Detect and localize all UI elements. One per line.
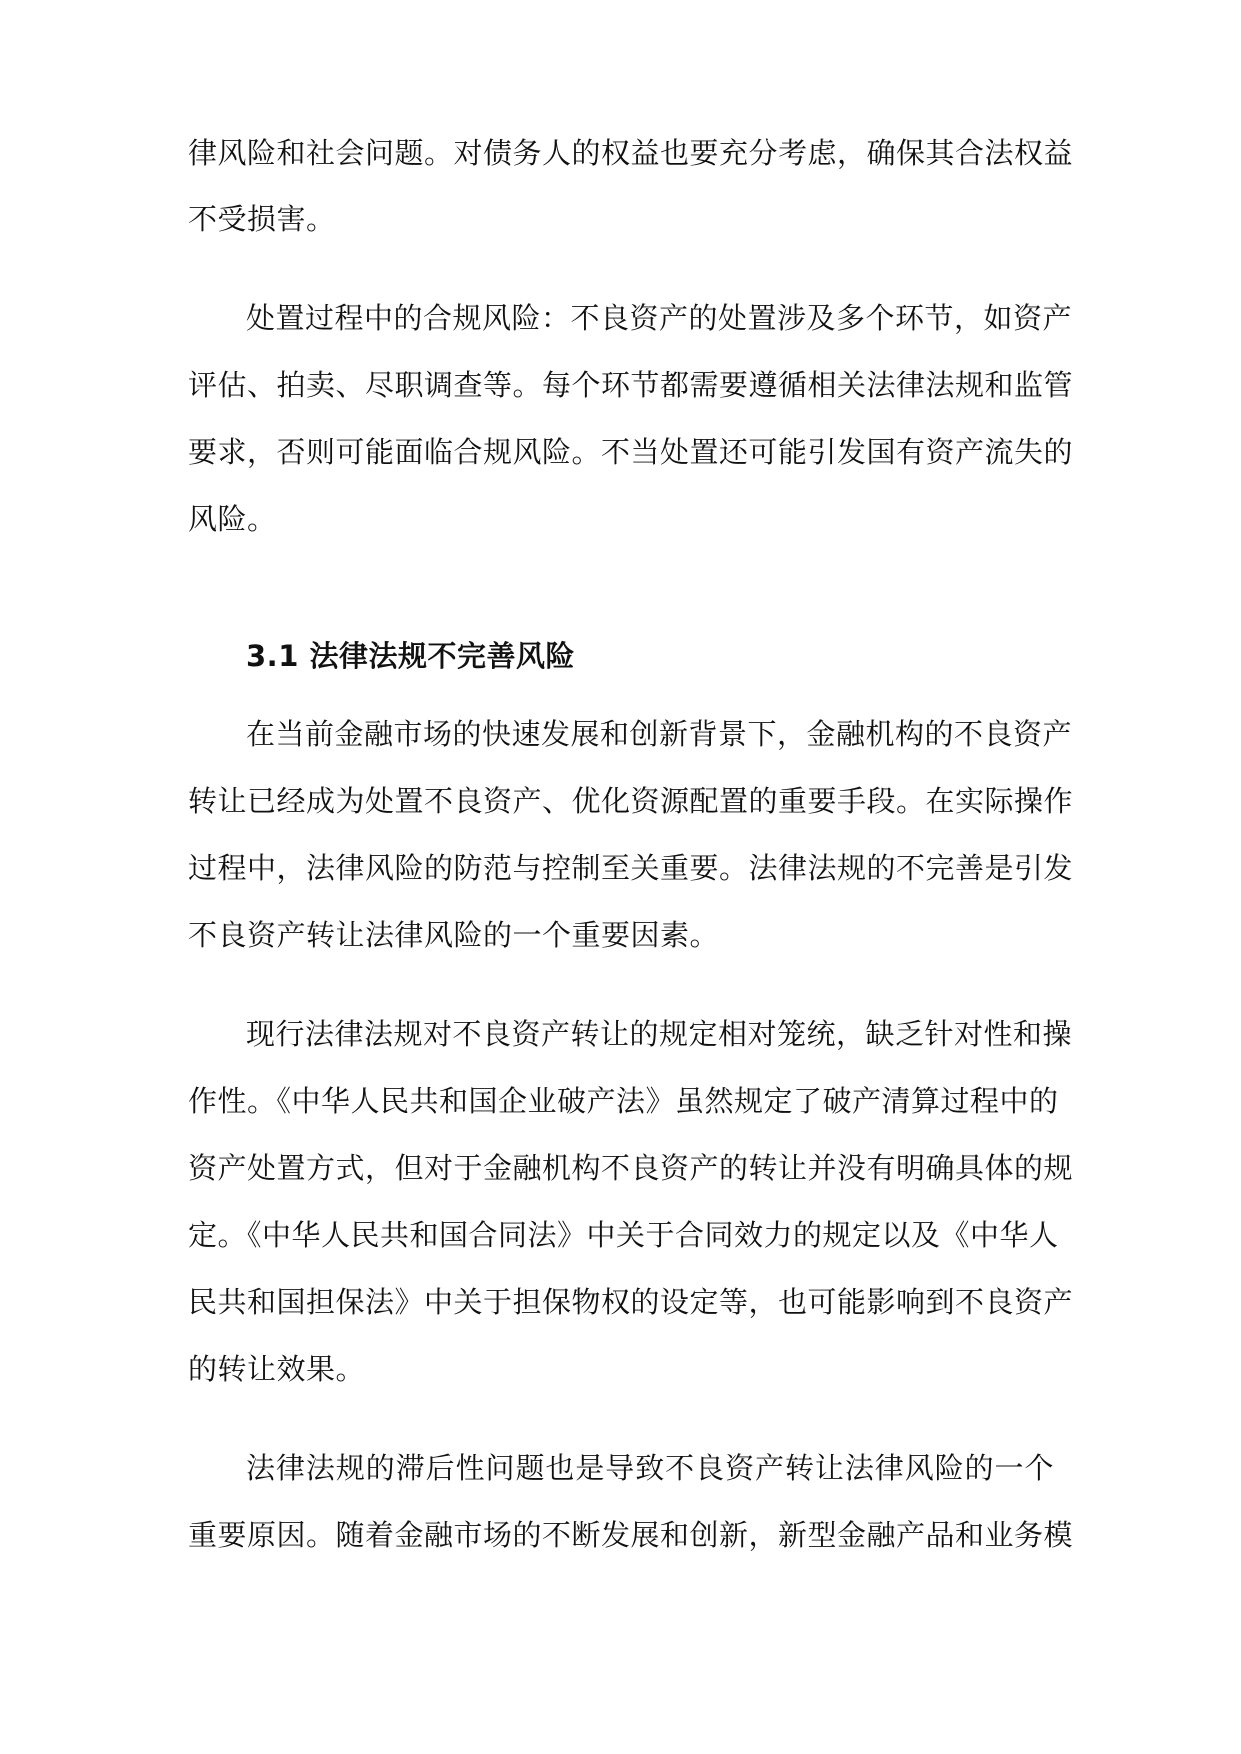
paragraph-4-line-4: 定。《中华人民共和国合同法》中关于合同效力的规定以及《中华人 <box>188 1218 1059 1252</box>
paragraph-1-line-1: 律风险和社会问题。对债务人的权益也要充分考虑，确保其合法权益 <box>188 136 1074 170</box>
section-heading: 3.1 法律法规不完善风险 <box>246 639 575 673</box>
paragraph-4-line-3: 资产处置方式，但对于金融机构不良资产的转让并没有明确具体的规 <box>188 1151 1074 1185</box>
paragraph-3-line-1: 在当前金融市场的快速发展和创新背景下，金融机构的不良资产 <box>246 717 1073 751</box>
paragraph-5-line-2: 重要原因。随着金融市场的不断发展和创新，新型金融产品和业务模 <box>188 1518 1074 1552</box>
paragraph-4-line-2: 作性。《中华人民共和国企业破产法》虽然规定了破产清算过程中的 <box>188 1084 1059 1118</box>
paragraph-3-line-3: 过程中，法律风险的防范与控制至关重要。法律法规的不完善是引发 <box>188 851 1074 885</box>
paragraph-2-line-2: 评估、拍卖、尽职调查等。每个环节都需要遵循相关法律法规和监管 <box>188 368 1074 402</box>
paragraph-3-line-4: 不良资产转让法律风险的一个重要因素。 <box>188 918 720 952</box>
paragraph-3-line-2: 转让已经成为处置不良资产、优化资源配置的重要手段。在实际操作 <box>188 784 1074 818</box>
paragraph-1-line-2: 不受损害。 <box>188 202 336 236</box>
paragraph-4-line-6: 的转让效果。 <box>188 1352 366 1386</box>
paragraph-4-line-5: 民共和国担保法》中关于担保物权的设定等，也可能影响到不良资产 <box>188 1285 1074 1319</box>
paragraph-2-line-4: 风险。 <box>188 502 277 536</box>
paragraph-5-line-1: 法律法规的滞后性问题也是导致不良资产转让法律风险的一个 <box>246 1451 1054 1485</box>
paragraph-4-line-1: 现行法律法规对不良资产转让的规定相对笼统，缺乏针对性和操 <box>246 1017 1073 1051</box>
paragraph-2-line-3: 要求，否则可能面临合规风险。不当处置还可能引发国有资产流失的 <box>188 435 1074 469</box>
paragraph-2-line-1: 处置过程中的合规风险：不良资产的处置涉及多个环节，如资产 <box>246 301 1073 335</box>
